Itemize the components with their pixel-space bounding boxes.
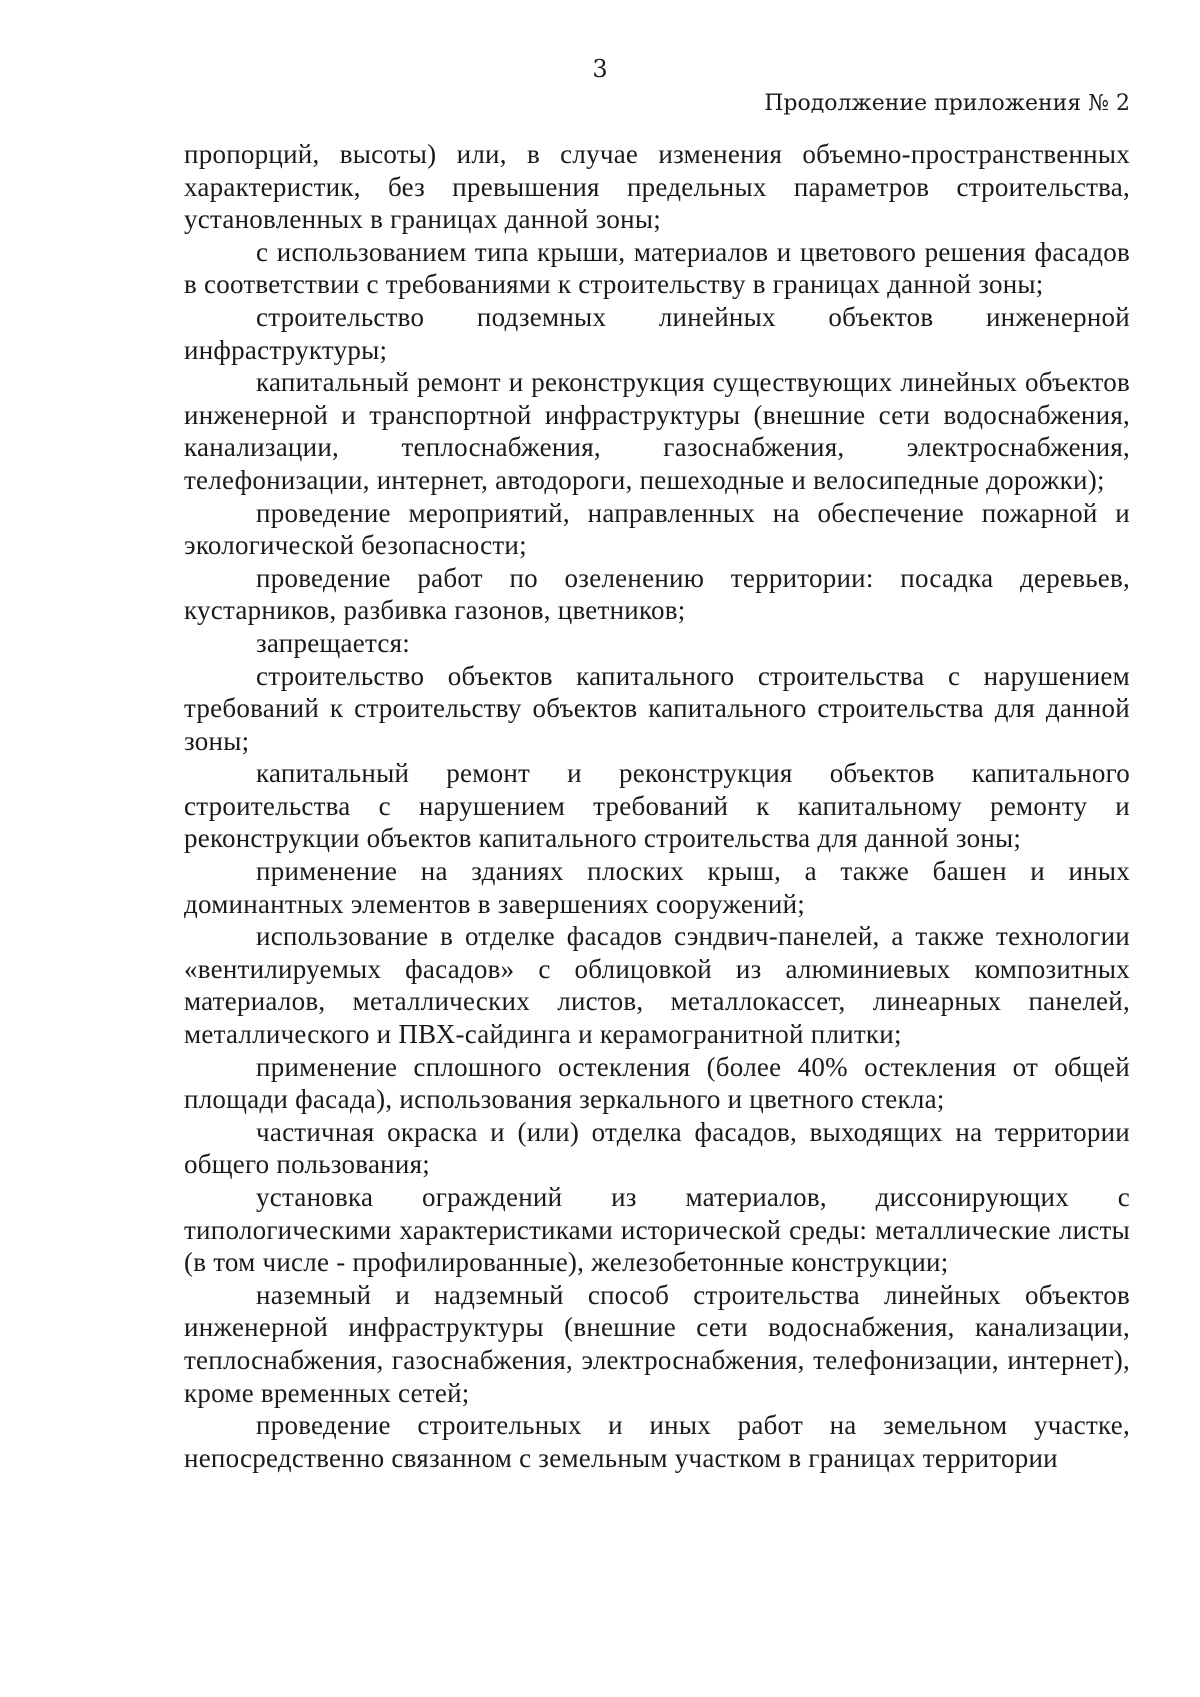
- paragraph: проведение строительных и иных работ на земельном участке, непосредственно связанном с земельным участком в границах территории: [184, 1410, 1130, 1473]
- paragraph: использование в отделке фасадов сэндвич-панелей, а также технологии «вентилируемых фасадов» с облицовкой из алюминиевых композитных материалов, металлических листов, металлокассет, линеарных панелей, металлического и ПВХ-сайдинга и керамогранитной плитки;: [184, 921, 1130, 1050]
- paragraph: установка ограждений из материалов, диссонирующих с типологическими характеристиками исторической среды: металлические листы (в том числе - профилированные), железобетонные конструкции;: [184, 1182, 1130, 1278]
- paragraph: проведение работ по озеленению территории: посадка деревьев, кустарников, разбивка газонов, цветников;: [184, 562, 1130, 626]
- page-number: 3: [592, 55, 608, 83]
- paragraph: запрещается:: [256, 627, 411, 658]
- paragraph: проведение мероприятий, направленных на обеспечение пожарной и экологической безопасности;: [184, 497, 1130, 561]
- paragraph: строительство объектов капитального строительства с нарушением требований к строительству объектов капитального строительства для данной зоны;: [184, 660, 1130, 756]
- paragraph: строительство подземных линейных объектов инженерной инфраструктуры;: [184, 301, 1130, 365]
- paragraph: применение на зданиях плоских крыш, а также башен и иных доминантных элементов в завершениях сооружений;: [184, 856, 1130, 919]
- paragraph: капитальный ремонт и реконструкция объектов капитального строительства с нарушением требований к капитальному ремонту и реконструкции объектов капитального строительства для данной зоны;: [184, 758, 1130, 854]
- paragraph: частичная окраска и (или) отделка фасадов, выходящих на территории общего пользования;: [184, 1116, 1130, 1180]
- paragraph: капитальный ремонт и реконструкция существующих линейных объектов инженерной и транспортной инфраструктуры (внешние сети водоснабжения, канализации, теплоснабжения, газоснабжения, электроснабжения, телефонизации, интернет, автодороги, пешеходные и велосипедные дорожки);: [184, 367, 1130, 495]
- document-body: [184, 138, 1130, 1474]
- paragraph: пропорций, высоты) или, в случае изменения объемно-пространственных характеристик, без превышения предельных параметров строительства, установленных в границах данной зоны;: [184, 139, 1130, 235]
- paragraph: применение сплошного остекления (более 40% остекления от общей площади фасада), использования зеркального и цветного стекла;: [184, 1051, 1130, 1115]
- paragraph: наземный и надземный способ строительства линейных объектов инженерной инфраструктуры (внешние сети водоснабжения, канализации, теплоснабжения, газоснабжения, электроснабжения, телефонизации, интернет), кроме временных сетей;: [184, 1279, 1130, 1408]
- paragraph: с использованием типа крыши, материалов и цветового решения фасадов в соответствии с требованиями к строительству в границах данной зоны;: [184, 236, 1130, 300]
- appendix-continuation-label: Продолжение приложения № 2: [764, 91, 1130, 116]
